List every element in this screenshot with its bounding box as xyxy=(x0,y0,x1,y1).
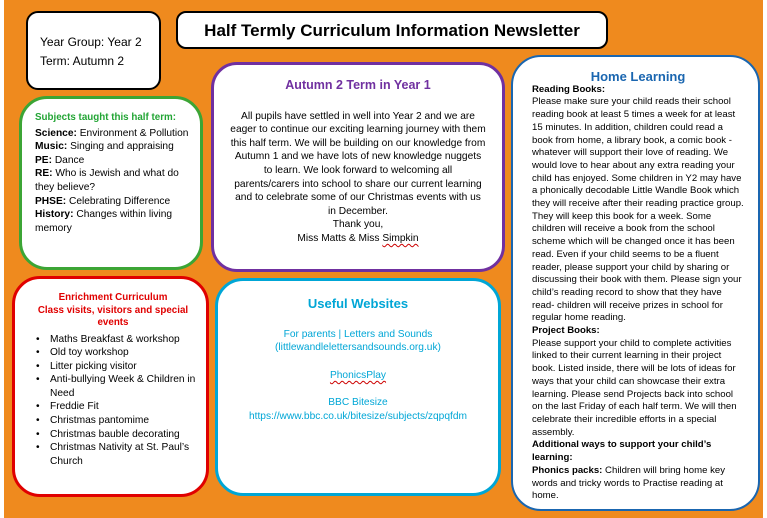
term: Term: Autumn 2 xyxy=(40,54,125,68)
list-item: • Maths Breakfast & workshop xyxy=(40,333,198,347)
list-item: • Litter picking visitor xyxy=(40,360,198,374)
website-label: PhonicsPlay xyxy=(329,369,387,381)
subject-label: PE: xyxy=(35,154,52,166)
subject-label: Science: xyxy=(35,127,77,139)
website-bbc-bitesize[interactable] xyxy=(228,396,488,423)
signature-prefix: Miss Matts & Miss xyxy=(297,232,383,244)
autumn-thanks: Thank you, xyxy=(332,219,384,231)
subject-pe xyxy=(35,154,192,168)
subject-value: Who is Jewish and what do they believe? xyxy=(35,168,179,193)
website-url: https://www.bbc.co.uk/bitesize/subjects/zqpqfdm xyxy=(248,410,467,422)
list-item: • Christmas pantomime xyxy=(40,414,198,428)
list-item: • Freddie Fit xyxy=(40,400,198,414)
project-books-title: Project Books: xyxy=(532,325,600,337)
autumn-heading: Autumn 2 Term in Year 1 xyxy=(285,78,431,92)
phonics-packs-title: Phonics packs: xyxy=(532,464,603,476)
website-phonicsplay[interactable] xyxy=(228,369,488,383)
website-label: For parents | Letters and Sounds xyxy=(283,328,433,340)
website-url: (littlewandlelettersandsounds.org.uk) xyxy=(275,342,441,354)
subject-science xyxy=(35,127,192,141)
reading-books-title: Reading Books: xyxy=(532,83,606,95)
website-label: BBC Bitesize xyxy=(328,397,388,409)
subject-label: RE: xyxy=(35,168,53,180)
subject-music xyxy=(35,140,192,154)
list-item: • Anti-bullying Week & Children in Need xyxy=(40,373,198,400)
subject-history xyxy=(35,208,192,235)
subject-value: Celebrating Difference xyxy=(68,195,171,207)
signature-name: Simpkin xyxy=(382,232,419,244)
useful-websites-box xyxy=(215,278,501,496)
subject-label: History: xyxy=(35,209,74,221)
year-term-box xyxy=(26,11,161,90)
year-group: Year Group: Year 2 xyxy=(40,35,142,49)
additional-ways-title: Additional ways to support your child’s learning: xyxy=(532,439,712,464)
list-item: • Old toy workshop xyxy=(40,346,198,360)
phonics-packs-body: Children will bring home key words and tricky words to Practise reading at home. xyxy=(532,464,726,502)
subject-label: PHSE: xyxy=(35,195,67,207)
enrichment-box xyxy=(12,276,209,497)
home-learning-heading: Home Learning xyxy=(590,69,686,84)
phonics-packs xyxy=(532,465,744,503)
subject-value: Changes within living memory xyxy=(35,209,173,234)
enrichment-heading xyxy=(28,292,198,330)
enrichment-list xyxy=(28,333,198,469)
subject-phse xyxy=(35,195,192,209)
enrichment-subtitle: Class visits, visitors and special events xyxy=(37,304,189,328)
autumn-signature xyxy=(230,232,486,246)
enrichment-title: Enrichment Curriculum xyxy=(58,292,168,303)
subject-value: Environment & Pollution xyxy=(79,127,189,139)
list-item: • Christmas Nativity at St. Paul’s Church xyxy=(40,441,198,468)
autumn-body: All pupils have settled in well into Year 2 and we are eager to continue our exciting learning journey with them this half term. We will be building on our knowledge from Autumn 1 and we have lots of new knowledge nuggets to learn. We look forward to welcoming all parents/carers into school to share our current learning and to celebrate some of our Christmas events with us in December. xyxy=(230,110,486,217)
subject-label: Music: xyxy=(35,141,68,153)
subject-value: Singing and appraising xyxy=(70,141,174,153)
project-books-body: Please support your child to complete activities linked to their current learning in their project book. Listed inside, there will be lots of ideas for ways that your child can showcase their extra learning. Please send Projects back into school on the last Friday of each half term. We will then celebrate their incredible efforts in a special assembly. xyxy=(532,337,737,438)
list-item: • Christmas bauble decorating xyxy=(40,428,198,442)
website-letters-and-sounds[interactable] xyxy=(228,328,488,355)
subjects-box xyxy=(19,96,203,270)
home-learning-box xyxy=(511,55,760,511)
reading-books-body: Please make sure your child reads their school reading book at least 5 times a week for at least 15 minutes. In addition, children could read a book from home, a library book, a comic book - whatever will support their love of reading. We would love to hear about any extra reading your child has enjoyed. Some children in Y2 may have a phonically decodable Little Wandle Book which they will receive after their reading practice group. They will keep this book for a week. Some children will receive a book from the school scheme which will be changed once it has been read. Even if your child seems to be a fluent reader, please support your child by sharing or discussing their book with them. Please sign your child’s reading record to show that they have read- children will receive prizes in school for regular home reading. xyxy=(532,96,744,324)
subject-value: Dance xyxy=(54,154,85,166)
subject-re xyxy=(35,167,192,194)
subjects-heading: Subjects taught this half term: xyxy=(35,112,176,123)
autumn-term-box xyxy=(211,62,505,272)
websites-heading: Useful Websites xyxy=(307,296,409,311)
newsletter-title: Half Termly Curriculum Information Newsletter xyxy=(176,11,608,49)
